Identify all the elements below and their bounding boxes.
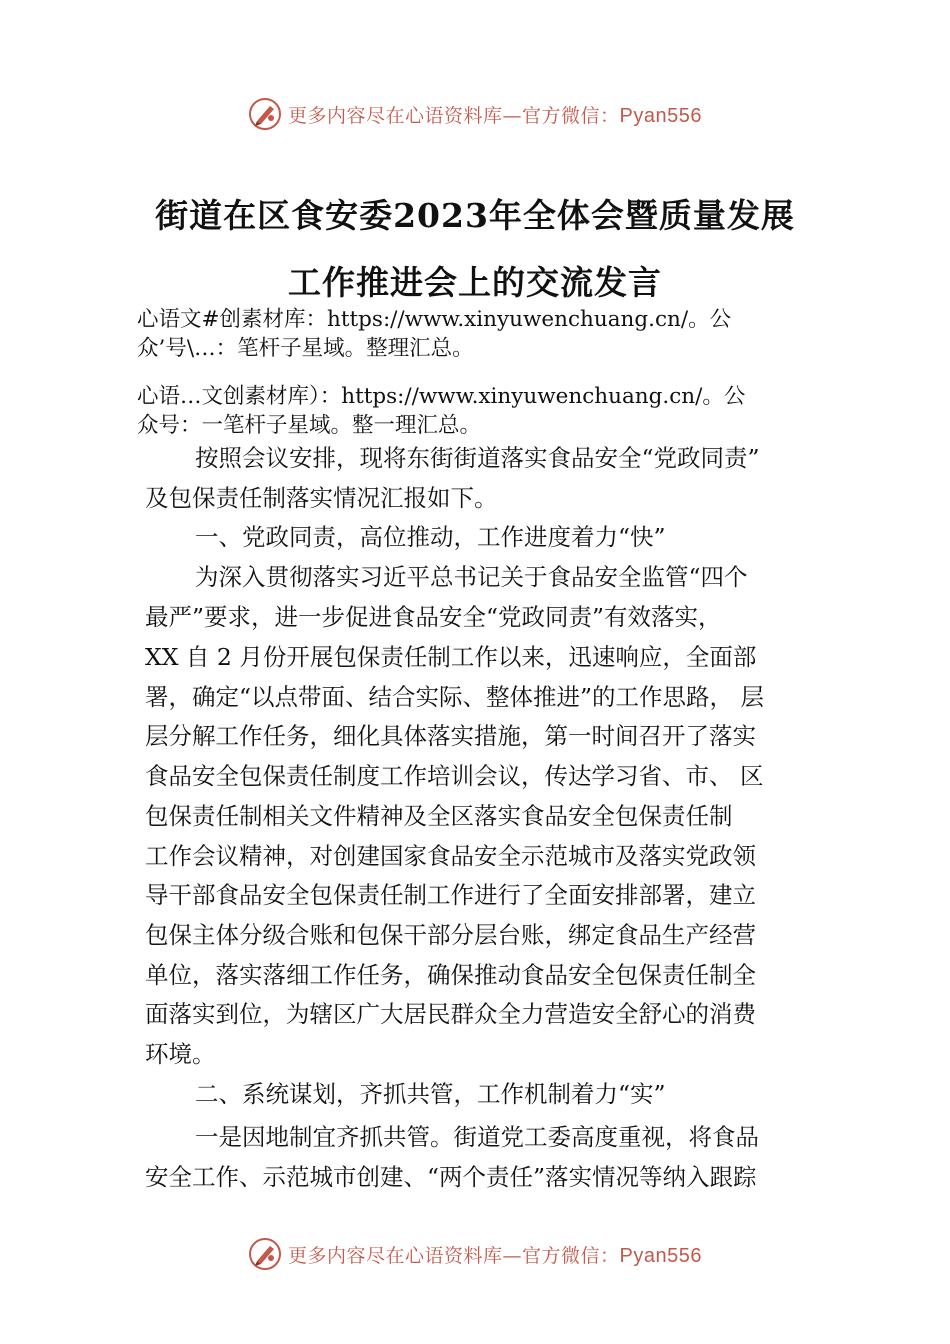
section-heading-1: 一、党政同责，高位推动，工作进度着力“快” <box>195 523 666 551</box>
body-text-line: 导干部食品安全包保责任制工作进行了全面安排部署，建立 <box>145 881 756 909</box>
body-text-line: 及包保责任制落实情况汇报如下。 <box>145 484 498 512</box>
body-text-line: 食品安全包保责任制度工作培训会议，传达学习省、市、 区 <box>145 762 764 790</box>
source-note-line: 众号：一笔杆子星域。整一理汇总。 <box>137 413 482 438</box>
body-text-line: 工作会议精神，对创建国家食品安全示范城市及落实党政领 <box>145 842 756 870</box>
body-text-line: 面落实到位，为辖区广大居民群众全力营造安全舒心的消费 <box>145 1000 756 1028</box>
source-note-line: 心语…文创素材库）：https://www.xinyuwenchuang.cn/。公 <box>137 384 746 409</box>
watermark-text: 更多内容尽在心语资料库—官方微信：Pyan556 <box>288 104 702 127</box>
body-text-line: 单位，落实落细工作任务，确保推动食品安全包保责任制全 <box>145 961 756 989</box>
body-text-line: 一是因地制宜齐抓共管。街道党工委高度重视，将食品 <box>195 1123 759 1151</box>
source-note-line: 众’号\…：笔杆子星域。整理汇总。 <box>137 336 474 361</box>
body-text-line: 最严”要求，进一步促进食品安全“党政同责”有效落实， <box>145 603 722 631</box>
pen-nib-logo-icon <box>248 97 282 131</box>
document-title-line-2: 工作推进会上的交流发言 <box>288 263 662 302</box>
body-text-line: 署，确定“以点带面、结合实际、整体推进”的工作思路， 层 <box>145 683 764 711</box>
watermark-text: 更多内容尽在心语资料库—官方微信：Pyan556 <box>288 1244 702 1267</box>
body-text-line: XX 自 2 月份开展包保责任制工作以来，迅速响应，全面部 <box>145 643 757 671</box>
body-text-line: 包保主体分级合账和包保干部分层台账，绑定食品生产经营 <box>145 921 756 949</box>
body-text-line: 按照会议安排，现将东街街道落实食品安全“党政同责” <box>195 444 760 472</box>
body-text-line: 安全工作、示范城市创建、“两个责任”落实情况等纳入跟踪 <box>145 1163 757 1191</box>
document-title-line-1: 街道在区食安委2023年全体会暨质量发展 <box>155 196 795 235</box>
watermark-banner-bottom <box>0 1232 950 1276</box>
body-text-line: 环境。 <box>145 1040 216 1068</box>
body-text-line: 层分解工作任务，细化具体落实措施，第一时间召开了落实 <box>145 722 756 750</box>
pen-nib-logo-icon <box>248 1237 282 1271</box>
source-note-line: 心语文#创素材库：https://www.xinyuwenchuang.cn/。公 <box>137 307 732 332</box>
body-text-line: 为深入贯彻落实习近平总书记关于食品安全监管“四个 <box>195 563 748 591</box>
watermark-banner-top <box>0 92 950 136</box>
body-text-line: 包保责任制相关文件精神及全区落实食品安全包保责任制 <box>145 802 733 830</box>
section-heading-2: 二、系统谋划，齐抓共管，工作机制着力“实” <box>195 1080 666 1108</box>
